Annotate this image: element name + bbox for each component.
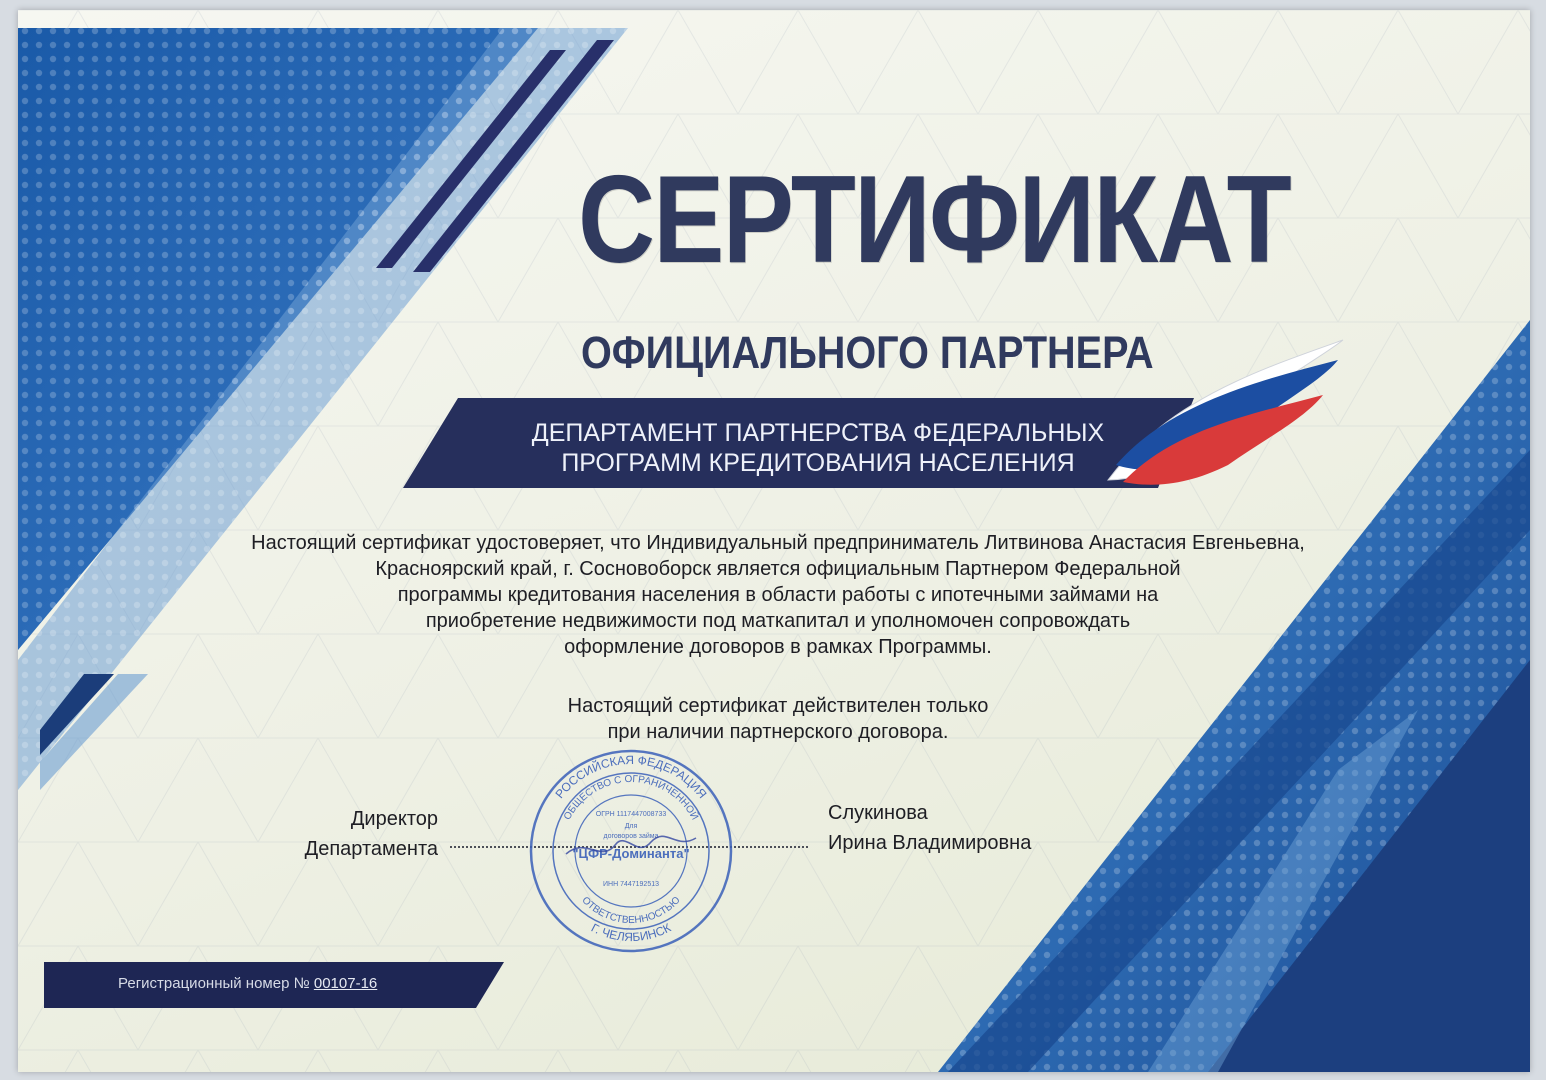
validity-note <box>398 693 1158 745</box>
certificate-body <box>128 530 1428 660</box>
signatory-title-line: Директор <box>350 808 438 830</box>
body-line: оформление договоров в рамках Программы. <box>564 636 992 658</box>
body-line: Красноярский край, г. Сосновоборск является официальным Партнером Федеральной <box>375 558 1181 580</box>
stamp-outer-top: РОССИЙСКАЯ ФЕДЕРАЦИЯ <box>552 752 710 802</box>
validity-line: при наличии партнерского договора. <box>607 721 949 743</box>
department-name <box>438 418 1198 478</box>
signatory-title <box>266 804 438 864</box>
stamp-outer-bottom: Г. ЧЕЛЯБИНСК <box>588 920 674 945</box>
certificate-title: СЕРТИФИКАТ <box>578 151 1291 289</box>
signatory-title-line: Департамента <box>304 838 438 860</box>
certificate-subtitle: ОФИЦИАЛЬНОГО ПАРТНЕРА <box>581 327 1154 378</box>
signatory-name-line: Ирина Владимировна <box>828 832 1032 854</box>
company-stamp <box>526 746 736 956</box>
registration-info <box>118 975 377 992</box>
stamp-inn: ИНН 7447192513 <box>602 881 660 888</box>
stamp-inner-bottom: ОТВЕТСТВЕННОСТЬЮ <box>579 894 683 927</box>
registration-number: 00107-16 <box>313 975 378 992</box>
signatory-name <box>828 798 1128 858</box>
body-line: Настоящий сертификат удостоверяет, что Индивидуальный предприниматель Литвинова Анастасия Евгеньевна, <box>251 532 1305 554</box>
stamp-small-2: договоров займа <box>603 833 659 840</box>
stamp-small-1: Для <box>624 823 638 830</box>
body-line: программы кредитования населения в области работы с ипотечными займами на <box>397 584 1159 606</box>
department-line: ПРОГРАММ КРЕДИТОВАНИЯ НАСЕЛЕНИЯ <box>561 449 1075 477</box>
department-line: ДЕПАРТАМЕНТ ПАРТНЕРСТВА ФЕДЕРАЛЬНЫХ <box>531 419 1105 447</box>
validity-line: Настоящий сертификат действителен только <box>567 695 989 717</box>
stamp-inner-top: ОБЩЕСТВО С ОГРАНИЧЕННОЙ <box>562 773 700 822</box>
stamp-ogrn: ОГРН 1117447008733 <box>595 811 667 818</box>
signatory-name-line: Слукинова <box>828 802 928 824</box>
registration-label: Регистрационный номер № <box>118 975 310 992</box>
body-line: приобретение недвижимости под маткапитал и уполномочен сопровождать <box>425 610 1131 632</box>
certificate-sheet <box>18 10 1530 1072</box>
stamp-company-name: "ЦФР-Доминанта" <box>572 846 690 861</box>
